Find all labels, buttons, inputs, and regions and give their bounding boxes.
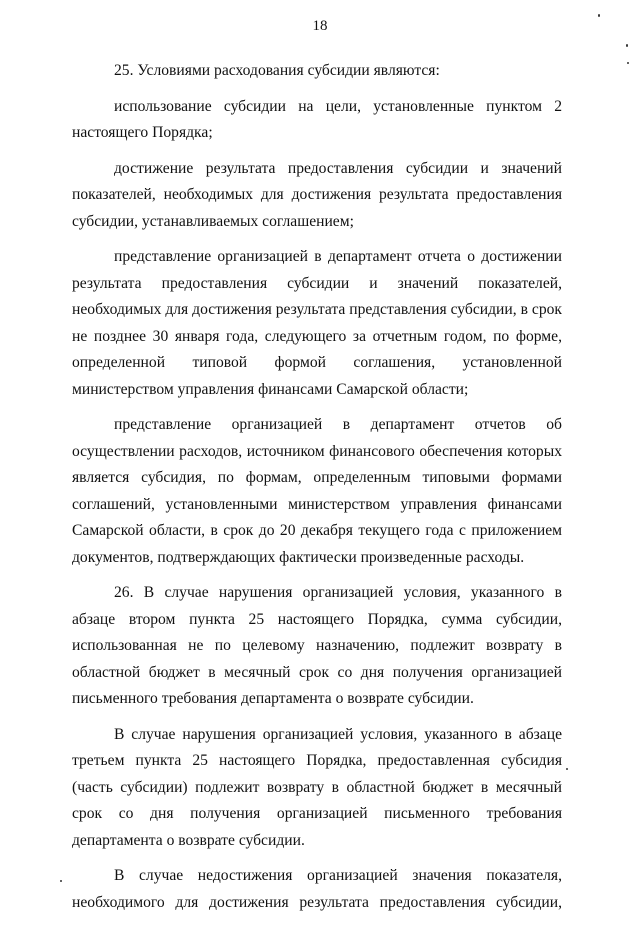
scan-speck — [598, 14, 600, 17]
paragraph-condition-purpose: использование субсидии на цели, установленные пунктом 2 настоящего Порядка; — [72, 97, 562, 141]
scan-speck — [627, 62, 629, 64]
paragraph-condition-report-expenses: представление организацией в департамент отчетов об осуществлении расходов, источником финансового обеспечения которых является субсидия, по формам, определенным типовыми формами соглашений, установленными министерством управления финансами Самарской области, в срок до 20 декабря текущего года с приложением документов, подтверждающих фактически произведенные расходы. — [72, 416, 562, 566]
paragraph-25-heading: 25. Условиями расходования субсидии являются: — [114, 62, 440, 79]
paragraph-condition-report-result: представление организацией в департамент отчета о достижении результата предоставления субсидии и значений показателей, необходимых для достижения результата представления субсидии, в срок не позднее 30 января года, следующего за отчетным годом, по форме, определенной типовой формой соглашения, установленной министерством управления финансами Самарской области; — [72, 248, 562, 398]
paragraph-26-violation: В случае нарушения организацией условия, указанного в абзаце третьем пункта 25 настоящего Порядка, предоставленная субсидия (часть субсидии) подлежит возврату в областной бюджет в месячный срок со дня получения организацией письменного требования департамента о возврате субсидии. — [72, 725, 562, 849]
paragraph-26-non-achievement: В случае недостижения организацией значения показателя, необходимого для достижения результата предоставления субсидии, — [72, 867, 562, 911]
page-number: 18 — [312, 18, 328, 34]
scan-speck — [626, 44, 628, 47]
paragraph-condition-result: достижение результата предоставления субсидии и значений показателей, необходимых для достижения результата предоставления субсидии, устанавливаемых соглашением; — [72, 159, 562, 230]
scan-speck — [566, 768, 568, 770]
document-body — [72, 58, 562, 925]
paragraph-26-misuse: 26. В случае нарушения организацией условия, указанного в абзаце втором пункта 25 настоящего Порядка, сумма субсидии, использованная не по целевому назначению, подлежит возврату в областной бюджет в месячный срок со дня получения организацией письменного требования департамента о возврате субсидии. — [72, 584, 562, 707]
scan-speck — [60, 880, 62, 882]
